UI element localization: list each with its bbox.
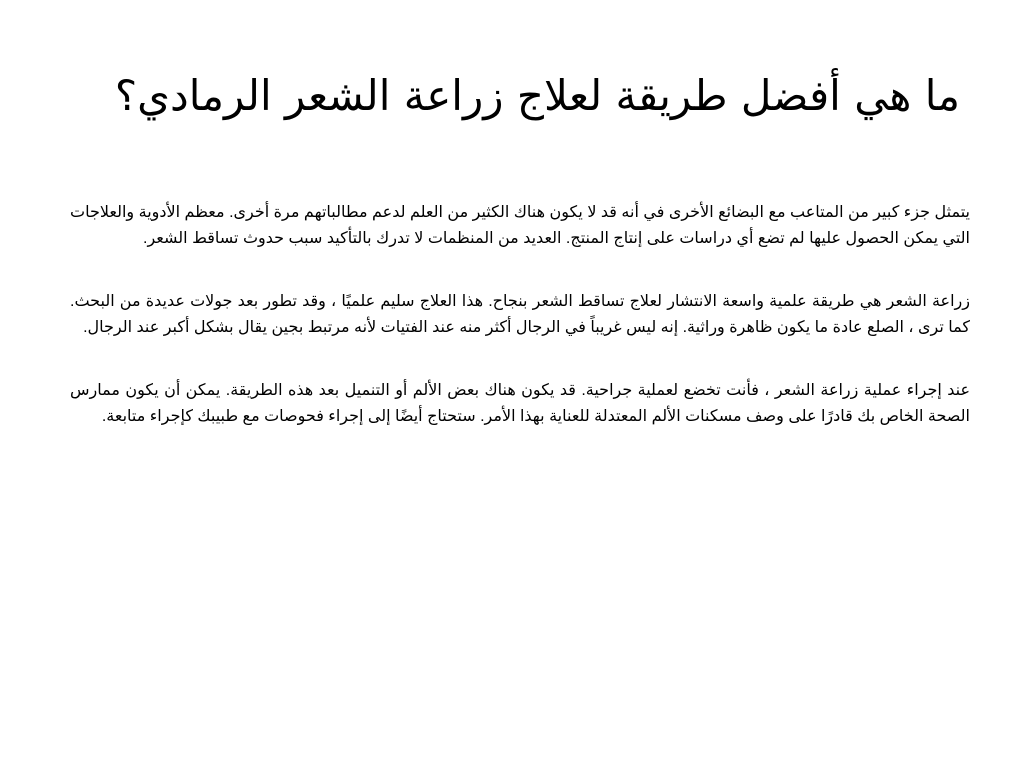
slide-body (70, 200, 970, 467)
paragraph-1: يتمثل جزء كبير من المتاعب مع البضائع الأخرى في أنه قد لا يكون هناك الكثير من العلم لدعم مطالباتهم مرة أخرى. معظم الأدوية والعلاجات التي يمكن الحصول عليها لم تضع أي دراسات على إنتاج المنتج. العديد من المنظمات لا تدرك بالتأكيد سبب حدوث تساقط الشعر. (70, 204, 970, 247)
paragraph-2: زراعة الشعر هي طريقة علمية واسعة الانتشار لعلاج تساقط الشعر بنجاح. هذا العلاج سليم علميًا ، وقد تطور بعد جولات عديدة من البحث. كما ترى ، الصلع عادة ما يكون ظاهرة وراثية. إنه ليس غريباً في الرجال أكثر منه عند الفتيات لأنه مرتبط بجين يقال بشكل أكبر عند الرجال. (70, 293, 970, 336)
slide-title: ما هي أفضل طريقة لعلاج زراعة الشعر الرمادي؟ (114, 71, 960, 120)
paragraph-3: عند إجراء عملية زراعة الشعر ، فأنت تخضع لعملية جراحية. قد يكون هناك بعض الألم أو التنميل بعد هذه الطريقة. يمكن أن يكون ممارس الصحة الخاص بك قادرًا على وصف مسكنات الألم المعتدلة للعناية بهذا الأمر. ستحتاج أيضًا إلى إجراء فحوصات مع طبيبك كإجراء متابعة. (70, 382, 971, 425)
